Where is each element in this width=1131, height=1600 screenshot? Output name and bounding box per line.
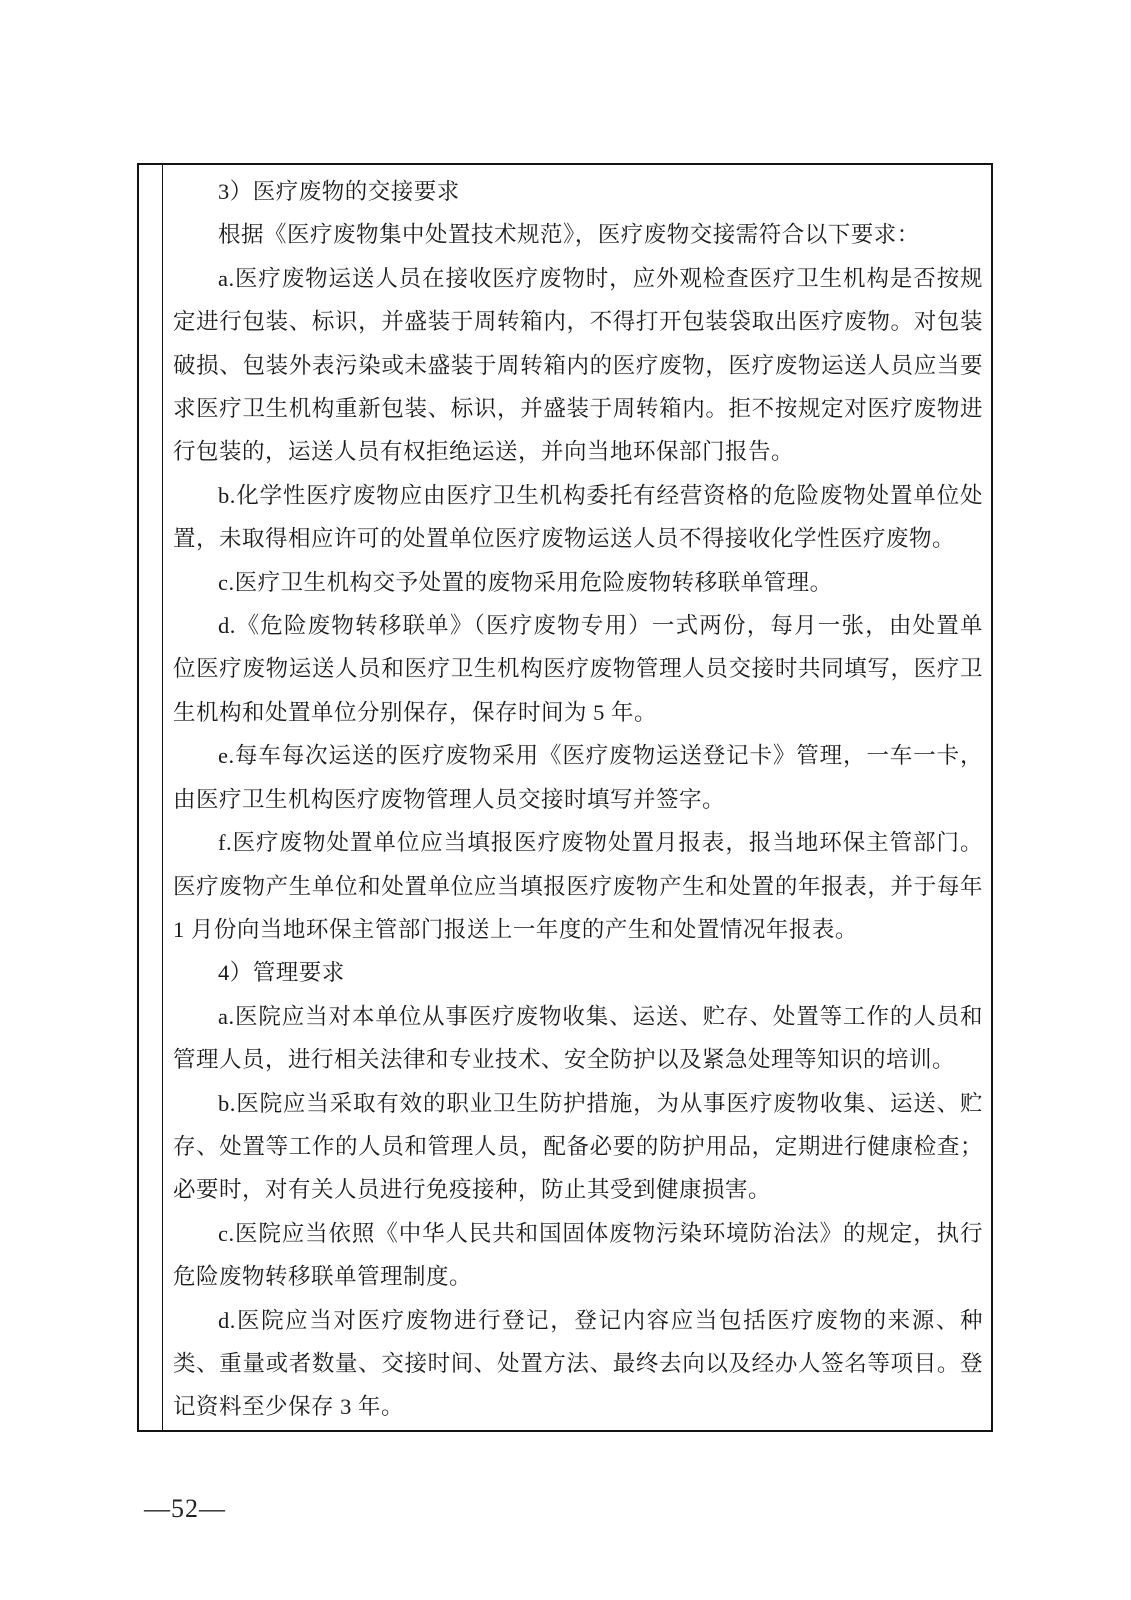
paragraph-section3-item-e: e.每车每次运送的医疗废物采用《医疗废物运送登记卡》管理，一车一卡，由医疗卫生机构医疗废物管理人员交接时填写并签字。 xyxy=(173,743,983,812)
paragraph-section4-item-b: b.医院应当采取有效的职业卫生防护措施，为从事医疗废物收集、运送、贮存、处置等工作的人员和管理人员，配备必要的防护用品，定期进行健康检查；必要时，对有关人员进行免疫接种，防止其受到健康损害。 xyxy=(173,1090,983,1203)
paragraph-section4-item-c: c.医院应当依照《中华人民共和国固体废物污染环境防治法》的规定，执行危险废物转移联单管理制度。 xyxy=(173,1220,983,1290)
paragraph-section3-item-b: b.化学性医疗废物应由医疗卫生机构委托有经营资格的危险废物处置单位处置，未取得相应许可的处置单位医疗废物运送人员不得接收化学性医疗废物。 xyxy=(173,482,983,552)
paragraph-section3-item-d: d.《危险废物转移联单》（医疗废物专用）一式两份，每月一张，由处置单位医疗废物运送人员和医疗卫生机构医疗废物管理人员交接时共同填写，医疗卫生机构和处置单位分别保存，保存时间为 5 年。 xyxy=(173,613,983,725)
page-number: —52— xyxy=(144,1494,226,1523)
paragraph-section4-heading: 4）管理要求 xyxy=(218,960,345,986)
paragraph-section3-item-c: c.医疗卫生机构交予处置的废物采用危险废物转移联单管理。 xyxy=(218,569,833,595)
paragraph-section4-item-d: d.医院应当对医疗废物进行登记，登记内容应当包括医疗废物的来源、种类、重量或者数量、交接时间、处置方法、最终去向以及经办人签名等项目。登记资料至少保存 3 年。 xyxy=(173,1307,983,1420)
paragraph-section3-item-f: f.医疗废物处置单位应当填报医疗废物处置月报表，报当地环保主管部门。医疗废物产生单位和处置单位应当填报医疗废物产生和处置的年报表，并于每年 1 月份向当地环保主管部门报送上一年度的产生和处置情况年报表。 xyxy=(173,830,983,942)
paragraph-section3-item-a: a.医疗废物运送人员在接收医疗废物时，应外观检查医疗卫生机构是否按规定进行包装、标识，并盛装于周转箱内，不得打开包装袋取出医疗废物。对包装破损、包装外表污染或未盛装于周转箱内的医疗废物，医疗废物运送人员应当要求医疗卫生机构重新包装、标识，并盛装于周转箱内。拒不按规定对医疗废物进行包装的，运送人员有权拒绝运送，并向当地环保部门报告。 xyxy=(173,265,983,465)
paragraph-section3-intro: 根据《医疗废物集中处置技术规范》，医疗废物交接需符合以下要求： xyxy=(218,222,920,248)
document-content xyxy=(163,165,991,1430)
table-gutter-column xyxy=(139,165,163,1430)
document-table xyxy=(137,163,993,1432)
paragraph-section4-item-a: a.医院应当对本单位从事医疗废物收集、运送、贮存、处置等工作的人员和管理人员，进行相关法律和专业技术、安全防护以及紧急处理等知识的培训。 xyxy=(173,1003,983,1073)
paragraph-section3-heading: 3）医疗废物的交接要求 xyxy=(218,179,460,204)
